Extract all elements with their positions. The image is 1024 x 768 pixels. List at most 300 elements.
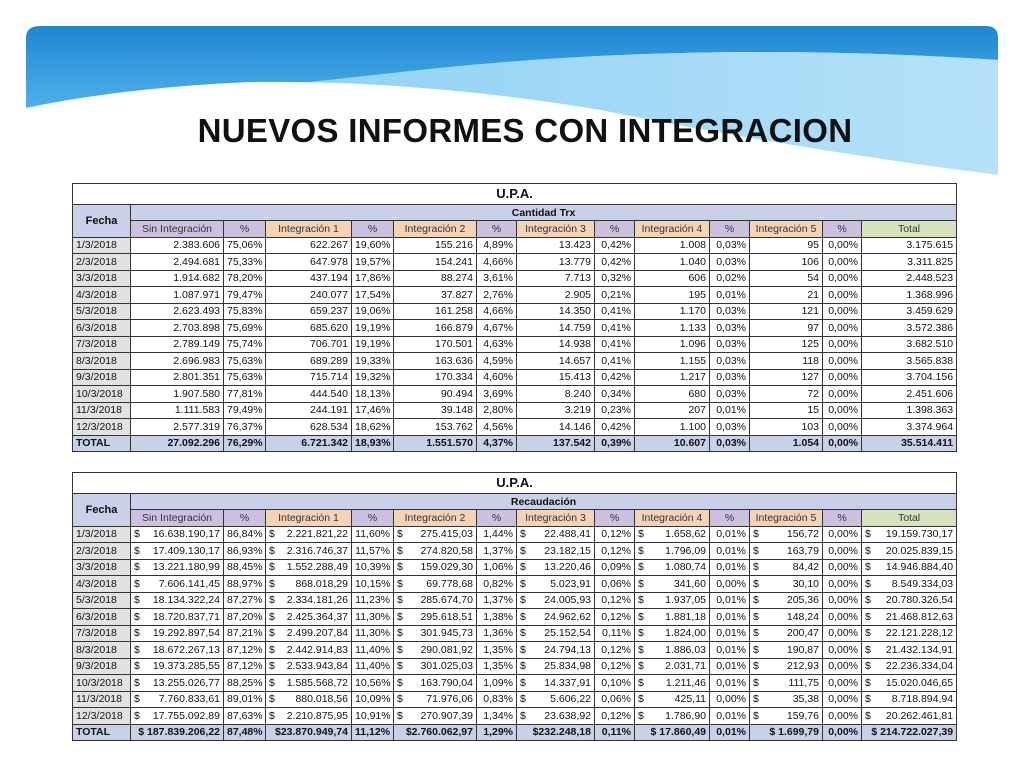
- percent-cell: 86,93%: [224, 543, 266, 560]
- value-cell: 154.241: [394, 254, 477, 271]
- amount-cell: $ 25.152,54: [517, 625, 595, 642]
- percent-cell: 11,60%: [352, 526, 394, 543]
- value-cell: 137.542: [517, 435, 595, 452]
- column-header: Integración 2: [394, 221, 477, 238]
- amount-cell: $ 159.029,30: [394, 559, 477, 576]
- percent-cell: 0,03%: [710, 435, 750, 452]
- date-cell: 10/3/2018: [73, 386, 131, 403]
- percent-cell: 11,30%: [352, 625, 394, 642]
- percent-cell: 0,12%: [595, 708, 635, 725]
- table-row: [73, 270, 957, 287]
- total-label: TOTAL: [73, 724, 131, 741]
- table-row: [73, 237, 957, 254]
- value-cell: $ 17.860,49: [635, 724, 710, 741]
- value-cell: 163.636: [394, 353, 477, 370]
- value-cell: 680: [635, 386, 710, 403]
- date-cell: 6/3/2018: [73, 320, 131, 337]
- column-header: %: [823, 221, 862, 238]
- amount-cell: $ 1.658,62: [635, 526, 710, 543]
- column-header: Integración 3: [517, 510, 595, 527]
- value-cell: 207: [635, 402, 710, 419]
- percent-cell: 19,19%: [352, 336, 394, 353]
- value-cell: $ 187.839.206,22: [131, 724, 224, 741]
- table-row: [73, 303, 957, 320]
- value-cell: 1.398.363: [862, 402, 957, 419]
- amount-cell: $ 1.786,90: [635, 708, 710, 725]
- percent-cell: 0,11%: [595, 625, 635, 642]
- value-cell: 1.170: [635, 303, 710, 320]
- percent-cell: 0,01%: [710, 559, 750, 576]
- amount-cell: $ 2.425.364,37: [266, 609, 352, 626]
- date-cell: 1/3/2018: [73, 237, 131, 254]
- percent-cell: 0,00%: [823, 287, 862, 304]
- amount-cell: $ 159,76: [750, 708, 823, 725]
- percent-cell: 1,35%: [477, 642, 517, 659]
- table-row: [73, 543, 957, 560]
- percent-cell: 0,01%: [710, 287, 750, 304]
- value-cell: 127: [750, 369, 823, 386]
- table-row: [73, 419, 957, 436]
- percent-cell: 0,03%: [710, 237, 750, 254]
- percent-cell: 2,76%: [477, 287, 517, 304]
- value-cell: 125: [750, 336, 823, 353]
- percent-cell: 0,01%: [710, 658, 750, 675]
- percent-cell: 0,01%: [710, 543, 750, 560]
- date-cell: 5/3/2018: [73, 303, 131, 320]
- percent-cell: 75,33%: [224, 254, 266, 271]
- value-cell: 170.334: [394, 369, 477, 386]
- value-cell: 1.914.682: [131, 270, 224, 287]
- percent-cell: 2,80%: [477, 402, 517, 419]
- percent-cell: 0,42%: [595, 369, 635, 386]
- percent-cell: 0,00%: [823, 642, 862, 659]
- table-row: [73, 402, 957, 419]
- amount-cell: $ 341,60: [635, 576, 710, 593]
- percent-cell: 87,63%: [224, 708, 266, 725]
- amount-cell: $ 24.962,62: [517, 609, 595, 626]
- amount-cell: $ 205,36: [750, 592, 823, 609]
- table-row: [73, 675, 957, 692]
- value-cell: 15: [750, 402, 823, 419]
- percent-cell: 87,48%: [224, 724, 266, 741]
- amount-cell: $ 20.262.461,81: [862, 708, 957, 725]
- percent-cell: 75,74%: [224, 336, 266, 353]
- value-cell: 121: [750, 303, 823, 320]
- percent-cell: 0,00%: [823, 254, 862, 271]
- percent-cell: 1,06%: [477, 559, 517, 576]
- percent-cell: 19,19%: [352, 320, 394, 337]
- column-header: %: [710, 510, 750, 527]
- slide-title: NUEVOS INFORMES CON INTEGRACION: [197, 112, 853, 149]
- group-header: Recaudación: [131, 494, 957, 510]
- fecha-header: Fecha: [73, 494, 131, 527]
- table-row: [73, 592, 957, 609]
- percent-cell: 77,81%: [224, 386, 266, 403]
- percent-cell: 0,00%: [823, 576, 862, 593]
- table-row: [73, 386, 957, 403]
- value-cell: 153.762: [394, 419, 477, 436]
- date-cell: 11/3/2018: [73, 402, 131, 419]
- column-header: Total: [862, 221, 957, 238]
- value-cell: 1.096: [635, 336, 710, 353]
- amount-cell: $ 200,47: [750, 625, 823, 642]
- percent-cell: 10,15%: [352, 576, 394, 593]
- percent-cell: 19,06%: [352, 303, 394, 320]
- date-cell: 7/3/2018: [73, 625, 131, 642]
- percent-cell: 0,11%: [595, 724, 635, 741]
- value-cell: 8.240: [517, 386, 595, 403]
- date-cell: 2/3/2018: [73, 543, 131, 560]
- amount-cell: $ 5.023,91: [517, 576, 595, 593]
- date-cell: 8/3/2018: [73, 353, 131, 370]
- percent-cell: 18,62%: [352, 419, 394, 436]
- column-header: %: [823, 510, 862, 527]
- table-row: [73, 287, 957, 304]
- value-cell: 622.267: [266, 237, 352, 254]
- percent-cell: 0,00%: [823, 270, 862, 287]
- percent-cell: 0,42%: [595, 237, 635, 254]
- percent-cell: 0,00%: [823, 592, 862, 609]
- percent-cell: 0,06%: [595, 691, 635, 708]
- percent-cell: 19,57%: [352, 254, 394, 271]
- percent-cell: 0,41%: [595, 353, 635, 370]
- percent-cell: 88,45%: [224, 559, 266, 576]
- value-cell: $232.248,18: [517, 724, 595, 741]
- value-cell: 37.827: [394, 287, 477, 304]
- value-cell: 2.451.606: [862, 386, 957, 403]
- percent-cell: 79,49%: [224, 402, 266, 419]
- amount-cell: $ 22.121.228,12: [862, 625, 957, 642]
- value-cell: 97: [750, 320, 823, 337]
- percent-cell: 10,56%: [352, 675, 394, 692]
- percent-cell: 0,00%: [710, 576, 750, 593]
- percent-cell: 0,01%: [710, 402, 750, 419]
- column-header: %: [477, 510, 517, 527]
- column-header: Integración 1: [266, 510, 352, 527]
- column-header: %: [477, 221, 517, 238]
- value-cell: 2.448.523: [862, 270, 957, 287]
- amount-cell: $ 7.606.141,45: [131, 576, 224, 593]
- table-row: [73, 336, 957, 353]
- value-cell: 3.311.825: [862, 254, 957, 271]
- amount-cell: $ 1.585.568,72: [266, 675, 352, 692]
- percent-cell: 0,42%: [595, 254, 635, 271]
- percent-cell: 0,00%: [823, 675, 862, 692]
- percent-cell: 0,03%: [710, 419, 750, 436]
- value-cell: 3.565.838: [862, 353, 957, 370]
- column-header: Integración 5: [750, 221, 823, 238]
- table-row: [73, 254, 957, 271]
- percent-cell: 78,20%: [224, 270, 266, 287]
- value-cell: 240.077: [266, 287, 352, 304]
- value-cell: 244.191: [266, 402, 352, 419]
- date-cell: 5/3/2018: [73, 592, 131, 609]
- group-header: Cantidad Trx: [131, 205, 957, 221]
- amount-cell: $ 880.018,56: [266, 691, 352, 708]
- percent-cell: 4,66%: [477, 254, 517, 271]
- value-cell: 715.714: [266, 369, 352, 386]
- amount-cell: $ 5.606,22: [517, 691, 595, 708]
- value-cell: 2.905: [517, 287, 595, 304]
- date-cell: 1/3/2018: [73, 526, 131, 543]
- column-header: Integración 4: [635, 510, 710, 527]
- value-cell: 13.779: [517, 254, 595, 271]
- fecha-header: Fecha: [73, 205, 131, 238]
- value-cell: 54: [750, 270, 823, 287]
- value-cell: 3.572.386: [862, 320, 957, 337]
- amount-cell: $ 24.794,13: [517, 642, 595, 659]
- percent-cell: 11,40%: [352, 642, 394, 659]
- amount-cell: $ 1.796,09: [635, 543, 710, 560]
- percent-cell: 10,91%: [352, 708, 394, 725]
- value-cell: 1.111.583: [131, 402, 224, 419]
- total-row: [73, 724, 957, 741]
- column-header: Integración 1: [266, 221, 352, 238]
- percent-cell: 0,00%: [823, 353, 862, 370]
- value-cell: 72: [750, 386, 823, 403]
- column-header: Integración 4: [635, 221, 710, 238]
- value-cell: 3.219: [517, 402, 595, 419]
- value-cell: 1.054: [750, 435, 823, 452]
- date-cell: 8/3/2018: [73, 642, 131, 659]
- percent-cell: 10,09%: [352, 691, 394, 708]
- percent-cell: 0,00%: [823, 369, 862, 386]
- value-cell: 27.092.296: [131, 435, 224, 452]
- percent-cell: 0,00%: [823, 559, 862, 576]
- value-cell: 628.534: [266, 419, 352, 436]
- amount-cell: $ 295.618,51: [394, 609, 477, 626]
- amount-cell: $ 190,87: [750, 642, 823, 659]
- percent-cell: 0,00%: [823, 691, 862, 708]
- amount-cell: $ 8.718.894,94: [862, 691, 957, 708]
- amount-cell: $ 148,24: [750, 609, 823, 626]
- column-header: Integración 5: [750, 510, 823, 527]
- table-title: U.P.A.: [73, 473, 957, 494]
- value-cell: 14.350: [517, 303, 595, 320]
- amount-cell: $ 69.778,68: [394, 576, 477, 593]
- amount-cell: $ 19.159.730,17: [862, 526, 957, 543]
- amount-cell: $ 274.820,58: [394, 543, 477, 560]
- amount-cell: $ 16.638.190,17: [131, 526, 224, 543]
- amount-cell: $ 2.499.207,84: [266, 625, 352, 642]
- value-cell: 161.258: [394, 303, 477, 320]
- amount-cell: $ 19.292.897,54: [131, 625, 224, 642]
- value-cell: 1.217: [635, 369, 710, 386]
- percent-cell: 0,01%: [710, 592, 750, 609]
- value-cell: $23.870.949,74: [266, 724, 352, 741]
- amount-cell: $ 13.255.026,77: [131, 675, 224, 692]
- date-cell: 9/3/2018: [73, 658, 131, 675]
- value-cell: $2.760.062,97: [394, 724, 477, 741]
- percent-cell: 0,03%: [710, 320, 750, 337]
- percent-cell: 87,27%: [224, 592, 266, 609]
- percent-cell: 0,12%: [595, 526, 635, 543]
- value-cell: 195: [635, 287, 710, 304]
- percent-cell: 0,00%: [823, 336, 862, 353]
- amount-cell: $ 1.211,46: [635, 675, 710, 692]
- percent-cell: 0,00%: [823, 386, 862, 403]
- table-row: [73, 369, 957, 386]
- percent-cell: 1,34%: [477, 708, 517, 725]
- value-cell: 606: [635, 270, 710, 287]
- percent-cell: 0,03%: [710, 369, 750, 386]
- amount-cell: $ 290.081,92: [394, 642, 477, 659]
- amount-cell: $ 2.316.746,37: [266, 543, 352, 560]
- percent-cell: 18,93%: [352, 435, 394, 452]
- column-header: %: [224, 221, 266, 238]
- percent-cell: 0,82%: [477, 576, 517, 593]
- amount-cell: $ 19.373.285,55: [131, 658, 224, 675]
- amount-cell: $ 13.221.180,99: [131, 559, 224, 576]
- amount-cell: $ 163,79: [750, 543, 823, 560]
- value-cell: 7.713: [517, 270, 595, 287]
- percent-cell: 87,21%: [224, 625, 266, 642]
- amount-cell: $ 163.790,04: [394, 675, 477, 692]
- table-row: [73, 576, 957, 593]
- header-banner: [0, 0, 1024, 180]
- total-row: [73, 435, 957, 452]
- value-cell: 106: [750, 254, 823, 271]
- date-cell: 7/3/2018: [73, 336, 131, 353]
- value-cell: 13.423: [517, 237, 595, 254]
- amount-cell: $ 84,42: [750, 559, 823, 576]
- date-cell: 4/3/2018: [73, 576, 131, 593]
- percent-cell: 11,23%: [352, 592, 394, 609]
- amount-cell: $ 2.210.875,95: [266, 708, 352, 725]
- amount-cell: $ 18.720.837,71: [131, 609, 224, 626]
- percent-cell: 0,03%: [710, 386, 750, 403]
- amount-cell: $ 22.236.334,04: [862, 658, 957, 675]
- percent-cell: 0,09%: [595, 559, 635, 576]
- value-cell: 1.907.580: [131, 386, 224, 403]
- percent-cell: 0,39%: [595, 435, 635, 452]
- percent-cell: 1,09%: [477, 675, 517, 692]
- value-cell: 14.938: [517, 336, 595, 353]
- value-cell: 1.040: [635, 254, 710, 271]
- percent-cell: 19,33%: [352, 353, 394, 370]
- value-cell: 3.459.629: [862, 303, 957, 320]
- percent-cell: 0,00%: [823, 708, 862, 725]
- value-cell: 90.494: [394, 386, 477, 403]
- amount-cell: $ 24.005,93: [517, 592, 595, 609]
- date-cell: 4/3/2018: [73, 287, 131, 304]
- value-cell: 14.759: [517, 320, 595, 337]
- value-cell: 14.146: [517, 419, 595, 436]
- percent-cell: 3,69%: [477, 386, 517, 403]
- total-label: TOTAL: [73, 435, 131, 452]
- value-cell: 6.721.342: [266, 435, 352, 452]
- percent-cell: 0,01%: [710, 675, 750, 692]
- value-cell: 1.008: [635, 237, 710, 254]
- cantidad-trx-table: [72, 183, 957, 452]
- value-cell: 2.703.898: [131, 320, 224, 337]
- amount-cell: $ 2.031,71: [635, 658, 710, 675]
- percent-cell: 19,32%: [352, 369, 394, 386]
- percent-cell: 0,03%: [710, 336, 750, 353]
- percent-cell: 10,39%: [352, 559, 394, 576]
- column-header: Sin Integración: [131, 510, 224, 527]
- amount-cell: $ 18.134.322,24: [131, 592, 224, 609]
- table-row: [73, 320, 957, 337]
- column-header: Integración 2: [394, 510, 477, 527]
- percent-cell: 75,63%: [224, 369, 266, 386]
- percent-cell: 0,00%: [823, 543, 862, 560]
- amount-cell: $ 20.025.839,15: [862, 543, 957, 560]
- amount-cell: $ 71.976,06: [394, 691, 477, 708]
- percent-cell: 0,00%: [823, 402, 862, 419]
- percent-cell: 0,01%: [710, 708, 750, 725]
- amount-cell: $ 275.415,03: [394, 526, 477, 543]
- percent-cell: 4,56%: [477, 419, 517, 436]
- percent-cell: 4,63%: [477, 336, 517, 353]
- percent-cell: 0,12%: [595, 658, 635, 675]
- amount-cell: $ 2.334.181,26: [266, 592, 352, 609]
- column-header: Sin Integración: [131, 221, 224, 238]
- value-cell: 706.701: [266, 336, 352, 353]
- value-cell: $ 1.699,79: [750, 724, 823, 741]
- amount-cell: $ 301.025,03: [394, 658, 477, 675]
- amount-cell: $ 1.886,03: [635, 642, 710, 659]
- column-header: Total: [862, 510, 957, 527]
- table-row: [73, 526, 957, 543]
- value-cell: 118: [750, 353, 823, 370]
- percent-cell: 0,00%: [823, 435, 862, 452]
- amount-cell: $ 1.552.288,49: [266, 559, 352, 576]
- value-cell: 1.087.971: [131, 287, 224, 304]
- column-header: %: [595, 221, 635, 238]
- percent-cell: 0,00%: [823, 320, 862, 337]
- date-cell: 2/3/2018: [73, 254, 131, 271]
- percent-cell: 0,41%: [595, 336, 635, 353]
- percent-cell: 4,59%: [477, 353, 517, 370]
- amount-cell: $ 425,11: [635, 691, 710, 708]
- percent-cell: 0,03%: [710, 303, 750, 320]
- value-cell: 95: [750, 237, 823, 254]
- amount-cell: $ 25.834,98: [517, 658, 595, 675]
- percent-cell: 0,41%: [595, 303, 635, 320]
- percent-cell: 4,89%: [477, 237, 517, 254]
- value-cell: 1.133: [635, 320, 710, 337]
- percent-cell: 89,01%: [224, 691, 266, 708]
- percent-cell: 19,60%: [352, 237, 394, 254]
- table-row: [73, 559, 957, 576]
- date-cell: 6/3/2018: [73, 609, 131, 626]
- percent-cell: 87,12%: [224, 658, 266, 675]
- column-header: %: [595, 510, 635, 527]
- value-cell: 2.623.493: [131, 303, 224, 320]
- percent-cell: 1,37%: [477, 543, 517, 560]
- percent-cell: 0,00%: [823, 724, 862, 741]
- value-cell: 437.194: [266, 270, 352, 287]
- value-cell: 1.551.570: [394, 435, 477, 452]
- amount-cell: $ 35,38: [750, 691, 823, 708]
- percent-cell: 0,12%: [595, 543, 635, 560]
- table-row: [73, 658, 957, 675]
- percent-cell: 87,20%: [224, 609, 266, 626]
- percent-cell: 0,02%: [710, 270, 750, 287]
- value-cell: 1.100: [635, 419, 710, 436]
- value-cell: 647.978: [266, 254, 352, 271]
- percent-cell: 0,00%: [823, 526, 862, 543]
- percent-cell: 0,00%: [823, 419, 862, 436]
- value-cell: 444.540: [266, 386, 352, 403]
- value-cell: 2.383.606: [131, 237, 224, 254]
- percent-cell: 0,00%: [823, 625, 862, 642]
- date-cell: 12/3/2018: [73, 708, 131, 725]
- table-title: U.P.A.: [73, 184, 957, 205]
- percent-cell: 4,37%: [477, 435, 517, 452]
- percent-cell: 87,12%: [224, 642, 266, 659]
